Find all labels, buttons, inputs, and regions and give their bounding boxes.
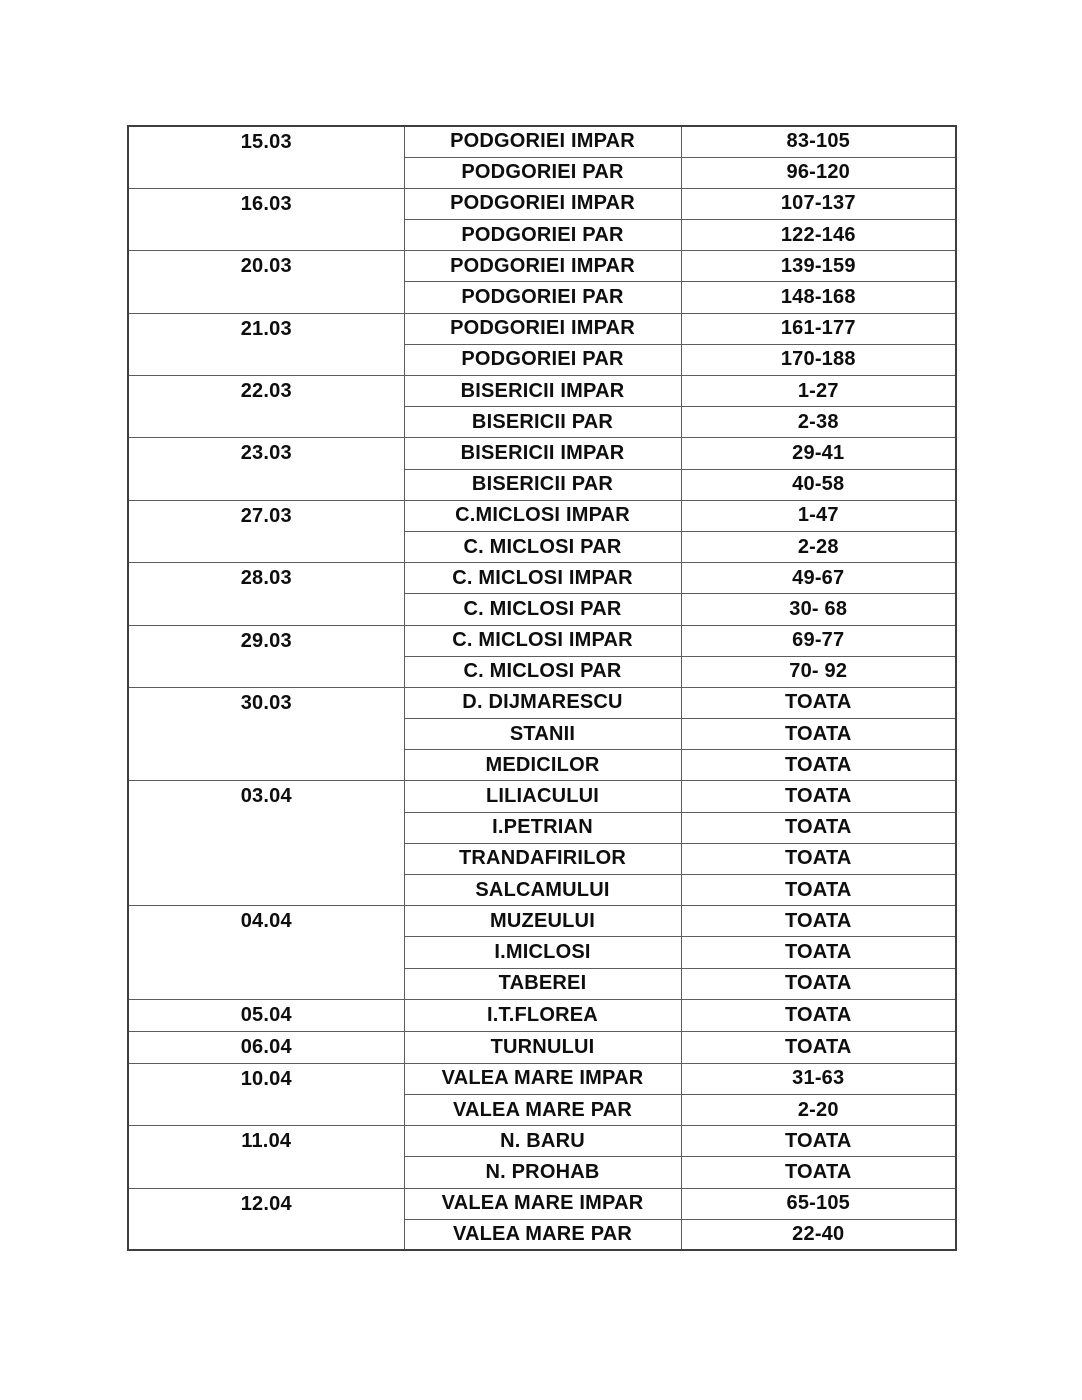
range-cell: TOATA <box>681 1157 956 1188</box>
range-cell: 49-67 <box>681 563 956 594</box>
street-cell: BISERICII IMPAR <box>404 376 681 407</box>
range-cell: TOATA <box>681 719 956 750</box>
table-row <box>128 1031 956 1063</box>
table-row <box>128 781 956 812</box>
date-cell: 28.03 <box>128 563 404 625</box>
range-cell: TOATA <box>681 812 956 843</box>
range-cell: TOATA <box>681 937 956 968</box>
range-cell: TOATA <box>681 687 956 718</box>
table-row <box>128 126 956 157</box>
range-cell: TOATA <box>681 999 956 1031</box>
table-row <box>128 999 956 1031</box>
range-cell: 22-40 <box>681 1219 956 1250</box>
street-cell: PODGORIEI PAR <box>404 157 681 188</box>
range-cell: TOATA <box>681 906 956 937</box>
street-cell: PODGORIEI PAR <box>404 220 681 251</box>
street-cell: I.MICLOSI <box>404 937 681 968</box>
street-cell: D. DIJMARESCU <box>404 687 681 718</box>
range-cell: TOATA <box>681 781 956 812</box>
table-row <box>128 1188 956 1219</box>
range-cell: 1-47 <box>681 500 956 531</box>
range-cell: 2-38 <box>681 407 956 438</box>
table-row <box>128 438 956 469</box>
range-cell: 65-105 <box>681 1188 956 1219</box>
range-cell: TOATA <box>681 1126 956 1157</box>
street-cell: TURNULUI <box>404 1031 681 1063</box>
range-cell: 139-159 <box>681 251 956 282</box>
street-cell: PODGORIEI PAR <box>404 344 681 375</box>
table-row <box>128 251 956 282</box>
date-cell: 16.03 <box>128 188 404 250</box>
range-cell: 69-77 <box>681 625 956 656</box>
street-cell: C. MICLOSI IMPAR <box>404 563 681 594</box>
range-cell: 83-105 <box>681 126 956 157</box>
street-cell: C. MICLOSI PAR <box>404 656 681 687</box>
street-cell: BISERICII PAR <box>404 407 681 438</box>
range-cell: 122-146 <box>681 220 956 251</box>
schedule-table-body <box>128 126 956 1250</box>
street-cell: STANII <box>404 719 681 750</box>
table-row <box>128 313 956 344</box>
range-cell: TOATA <box>681 875 956 906</box>
range-cell: 2-20 <box>681 1094 956 1125</box>
street-cell: PODGORIEI IMPAR <box>404 126 681 157</box>
range-cell: 161-177 <box>681 313 956 344</box>
date-cell: 11.04 <box>128 1126 404 1188</box>
street-cell: BISERICII PAR <box>404 469 681 500</box>
table-row <box>128 188 956 219</box>
street-cell: MUZEULUI <box>404 906 681 937</box>
street-cell: MEDICILOR <box>404 750 681 781</box>
street-cell: C. MICLOSI PAR <box>404 531 681 562</box>
street-cell: C. MICLOSI PAR <box>404 594 681 625</box>
street-cell: VALEA MARE PAR <box>404 1094 681 1125</box>
range-cell: 31-63 <box>681 1063 956 1094</box>
range-cell: 148-168 <box>681 282 956 313</box>
street-cell: VALEA MARE IMPAR <box>404 1188 681 1219</box>
street-cell: TABEREI <box>404 968 681 999</box>
date-cell: 30.03 <box>128 687 404 781</box>
range-cell: TOATA <box>681 750 956 781</box>
range-cell: 170-188 <box>681 344 956 375</box>
date-cell: 22.03 <box>128 376 404 438</box>
table-row <box>128 563 956 594</box>
range-cell: 29-41 <box>681 438 956 469</box>
range-cell: 107-137 <box>681 188 956 219</box>
range-cell: 40-58 <box>681 469 956 500</box>
street-cell: TRANDAFIRILOR <box>404 843 681 874</box>
street-cell: PODGORIEI PAR <box>404 282 681 313</box>
date-cell: 23.03 <box>128 438 404 500</box>
range-cell: TOATA <box>681 843 956 874</box>
range-cell: 96-120 <box>681 157 956 188</box>
range-cell: TOATA <box>681 1031 956 1063</box>
street-cell: PODGORIEI IMPAR <box>404 313 681 344</box>
street-cell: SALCAMULUI <box>404 875 681 906</box>
street-cell: I.T.FLOREA <box>404 999 681 1031</box>
date-cell: 03.04 <box>128 781 404 906</box>
street-cell: LILIACULUI <box>404 781 681 812</box>
date-cell: 29.03 <box>128 625 404 687</box>
street-cell: PODGORIEI IMPAR <box>404 251 681 282</box>
range-cell: 2-28 <box>681 531 956 562</box>
table-row <box>128 687 956 718</box>
date-cell: 10.04 <box>128 1063 404 1125</box>
date-cell: 27.03 <box>128 500 404 562</box>
range-cell: TOATA <box>681 968 956 999</box>
street-cell: I.PETRIAN <box>404 812 681 843</box>
table-row <box>128 1126 956 1157</box>
table-row <box>128 906 956 937</box>
range-cell: 1-27 <box>681 376 956 407</box>
street-cell: VALEA MARE PAR <box>404 1219 681 1250</box>
street-cell: C. MICLOSI IMPAR <box>404 625 681 656</box>
street-cell: VALEA MARE IMPAR <box>404 1063 681 1094</box>
date-cell: 20.03 <box>128 251 404 313</box>
table-row <box>128 625 956 656</box>
range-cell: 30- 68 <box>681 594 956 625</box>
table-row <box>128 500 956 531</box>
date-cell: 05.04 <box>128 999 404 1031</box>
street-cell: PODGORIEI IMPAR <box>404 188 681 219</box>
date-cell: 12.04 <box>128 1188 404 1250</box>
street-cell: N. BARU <box>404 1126 681 1157</box>
street-cell: C.MICLOSI IMPAR <box>404 500 681 531</box>
date-cell: 15.03 <box>128 126 404 188</box>
schedule-table <box>127 125 957 1251</box>
street-cell: N. PROHAB <box>404 1157 681 1188</box>
date-cell: 21.03 <box>128 313 404 375</box>
street-cell: BISERICII IMPAR <box>404 438 681 469</box>
range-cell: 70- 92 <box>681 656 956 687</box>
date-cell: 06.04 <box>128 1031 404 1063</box>
date-cell: 04.04 <box>128 906 404 1000</box>
table-row <box>128 1063 956 1094</box>
table-row <box>128 376 956 407</box>
